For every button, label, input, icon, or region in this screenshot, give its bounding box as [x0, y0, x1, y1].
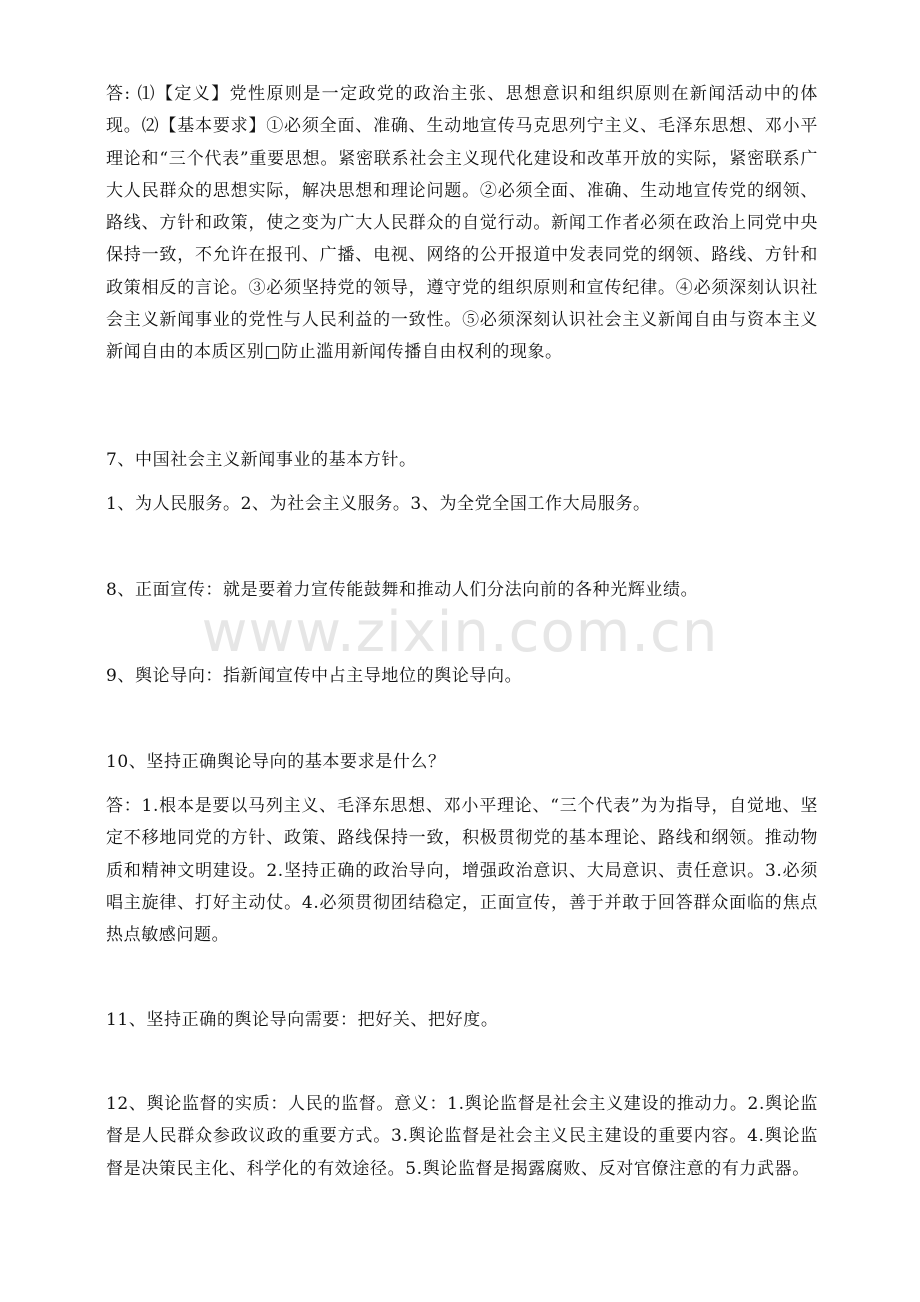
answer-7: 1、为人民服务。2、为社会主义服务。3、为全党全国工作大局服务。 — [106, 494, 651, 514]
question-10: 10、坚持正确舆论导向的基本要求是什么？ — [106, 752, 446, 772]
item-12: 12、舆论监督的实质：人民的监督。意义：1.舆论监督是社会主义建设的推动力。2.舆论监督是人民群众参政议政的重要方式。3.舆论监督是社会主义民主建设的重要内容。4.舆论监督是决策民主化、科学化的有效途径。5.舆论监督是揭露腐败、反对官僚注意的有力武器。 — [106, 1094, 818, 1179]
question-7: 7、中国社会主义新闻事业的基本方针。 — [106, 450, 417, 470]
answer-party-principle: 答: ⑴【定义】党性原则是一定政党的政治主张、思想意识和组织原则在新闻活动中的体现。⑵【基本要求】①必须全面、准确、生动地宣传马克思列宁主义、毛泽东思想、邓小平理论和“三个代表”重要思想。紧密联系社会主义现代化建设和改革开放的实际，紧密联系广大人民群众的思想实际，解决思想和理论问题。②必须全面、准确、生动地宣传党的纲领、路线、方针和政策，使之变为广大人民群众的自觉行动。新闻工作者必须在政治上同党中央保持一致，不允许在报刊、广播、电视、网络的公开报道中发表同党的纲领、路线、方针和政策相反的言论。③必须坚持党的领导，遵守党的组织原则和宣传纪律。④必须深刻认识社会主义新闻事业的党性与人民利益的一致性。⑤必须深刻认识社会主义新闻自由与资本主义新闻自由的本质区别□防止滥用新闻传播自由权利的现象。 — [106, 84, 818, 363]
item-9: 9、舆论导向：指新闻宣传中占主导地位的舆论导向。 — [106, 666, 523, 686]
watermark: www.zixin.com.cn — [201, 600, 719, 665]
item-8: 8、正面宣传：就是要着力宣传能鼓舞和推动人们分法向前的各种光辉业绩。 — [106, 580, 699, 600]
item-11: 11、坚持正确的舆论导向需要：把好关、把好度。 — [106, 1010, 499, 1030]
answer-10: 答：1.根本是要以马列主义、毛泽东思想、邓小平理论、“三个代表”为为指导，自觉地、坚定不移地同党的方针、政策、路线保持一致，积极贯彻党的基本理论、路线和纲领。推动物质和精神文明建设。2.坚持正确的政治导向，增强政治意识、大局意识、责任意识。3.必须唱主旋律、打好主动仗。4.必须贯彻团结稳定，正面宣传，善于并敢于回答群众面临的焦点热点敏感问题。 — [106, 796, 818, 946]
